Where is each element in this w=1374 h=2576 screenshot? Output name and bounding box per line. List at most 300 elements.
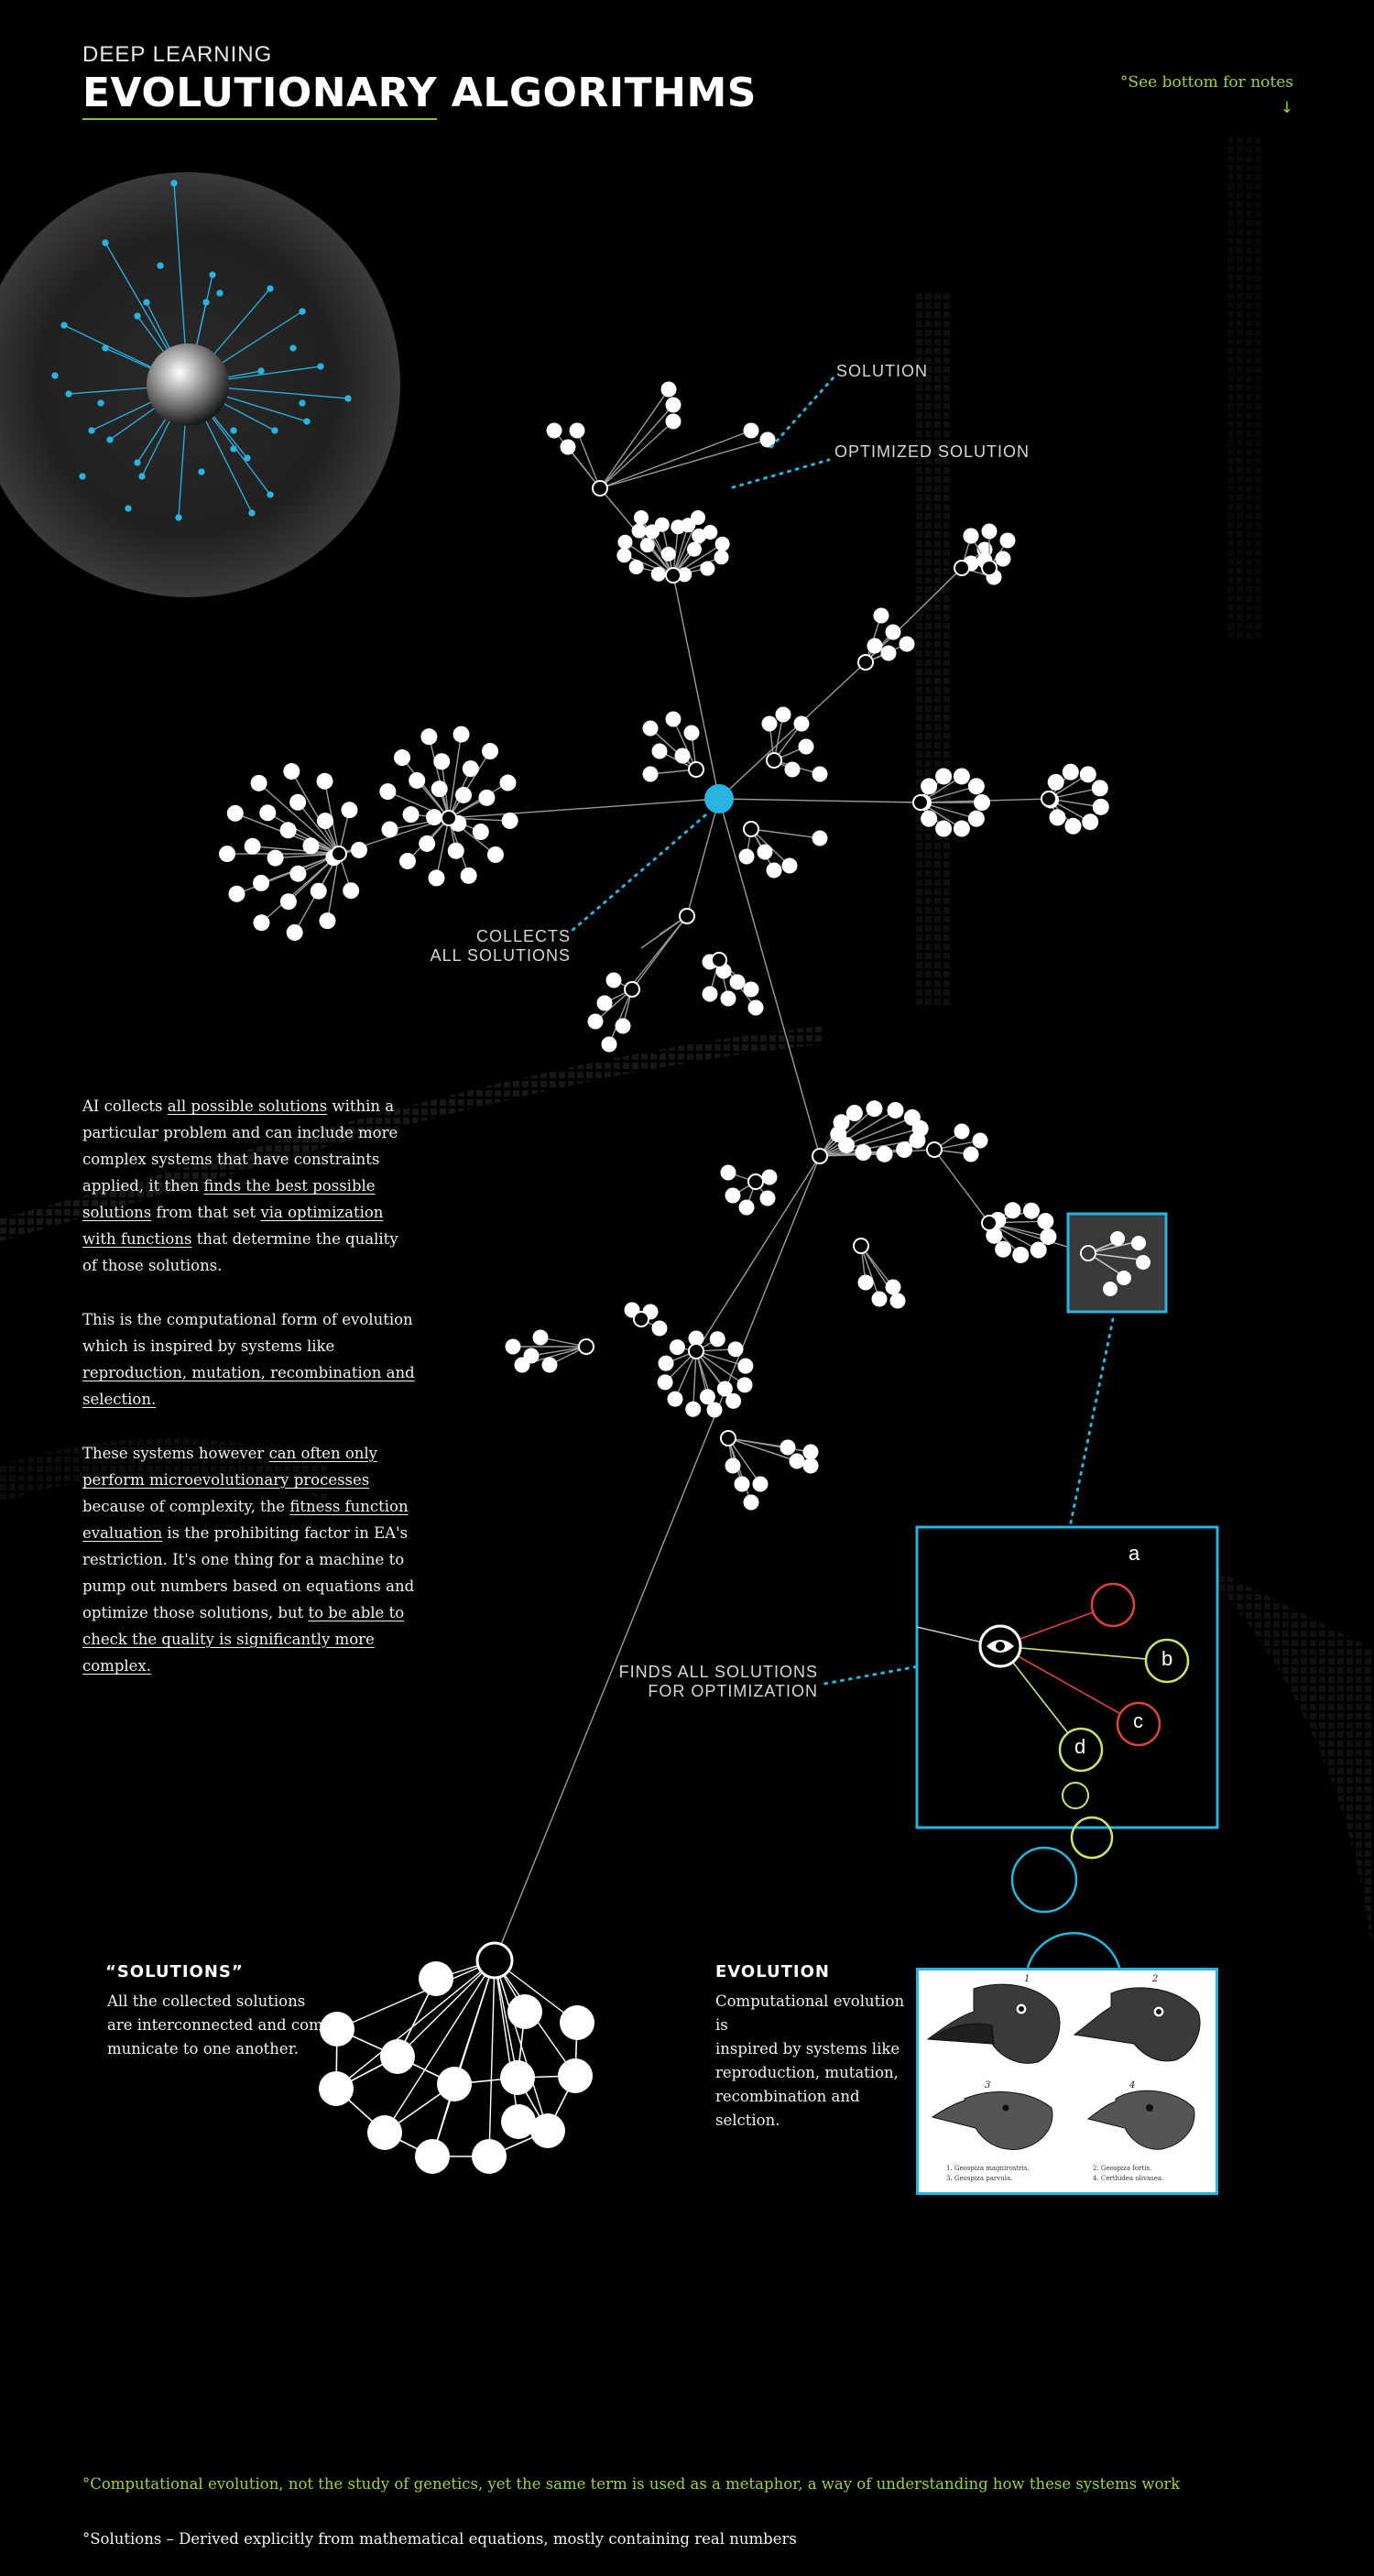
network-hub [593, 481, 607, 496]
solution-node [964, 529, 979, 544]
solution-node [431, 780, 448, 797]
finch-heads-drawing [919, 1970, 1216, 2192]
solution-node [667, 1392, 682, 1407]
solutions-edge [495, 1960, 518, 2122]
arrow-down-icon: ↓ [1280, 99, 1293, 117]
solution-node [794, 716, 810, 732]
solution-node [652, 1321, 668, 1337]
solution-node-large [500, 2060, 535, 2095]
solution-node [1049, 809, 1065, 825]
footnote-computational-evolution: °Computational evolution, not the study of genetics, yet the same term is used as a metaphor, a way of understanding how these systems work [82, 2475, 1181, 2493]
section-kicker: DEEP LEARNING [82, 42, 273, 67]
solution-node [776, 707, 791, 723]
solution-node [684, 726, 700, 741]
solutions-line-2: are interconnected and com- [107, 2016, 329, 2034]
solution-node [670, 1339, 685, 1355]
solution-node [973, 1133, 988, 1149]
option-a-circle [1092, 1584, 1134, 1626]
solution-node [760, 1191, 776, 1206]
solution-node [616, 548, 631, 562]
finch-caption-1: 1. Geospiza magnirostris. [946, 2165, 1030, 2172]
solution-node [982, 524, 998, 540]
solution-node [1000, 533, 1016, 549]
sphere-node [203, 300, 209, 305]
solution-node [785, 762, 801, 778]
sphere-node [217, 290, 223, 296]
network-edge [751, 829, 820, 838]
callout-optimized-line [733, 460, 829, 487]
solution-node [643, 721, 659, 737]
sphere-node [98, 400, 104, 406]
network-edge [577, 431, 600, 488]
body-paragraph-1 [82, 1093, 417, 1279]
solution-node-large [380, 2039, 415, 2074]
solution-node [409, 772, 425, 789]
solution-node [420, 728, 437, 745]
darwin-finches-illustration [916, 1968, 1218, 2195]
solution-node [606, 973, 622, 988]
solution-node [715, 537, 730, 551]
network-hub [767, 753, 781, 768]
solution-node [652, 744, 668, 759]
network-hub [854, 1239, 868, 1253]
sphere-node [245, 455, 250, 461]
evolution-line-2: inspired by systems like [715, 2040, 900, 2058]
solutions-edge [489, 1960, 495, 2156]
solution-node [685, 1402, 701, 1417]
network-hub [689, 1344, 703, 1359]
solutions-edge [336, 1960, 495, 2089]
solution-node [399, 853, 416, 869]
evolution-description [715, 1990, 912, 2133]
solution-node [227, 805, 244, 822]
label-solution: SOLUTION [836, 362, 929, 380]
solution-node [780, 1440, 796, 1456]
solutions-line-3: municate to one another. [107, 2040, 300, 2058]
connector-zoom-line [1070, 1319, 1113, 1527]
solution-node [253, 914, 269, 931]
solution-node [433, 753, 450, 770]
page-title-part2: ALGORITHMS [451, 70, 757, 116]
network-edge [719, 662, 866, 799]
sphere-node [300, 400, 305, 406]
solution-node [487, 846, 504, 863]
solution-node [1080, 766, 1096, 782]
network-hub [721, 1431, 736, 1446]
solution-node [666, 398, 682, 413]
solution-node [643, 767, 659, 782]
label-finds-line1: FINDS ALL SOLUTIONS [618, 1663, 818, 1681]
solution-node [426, 809, 442, 825]
network-edge [719, 799, 921, 802]
solution-node [706, 1403, 722, 1418]
solution-node [287, 924, 303, 941]
solution-node [219, 846, 235, 862]
solution-node [597, 996, 613, 1011]
sphere-node [61, 322, 67, 328]
solution-node [725, 1458, 741, 1474]
solution-node-large [560, 2005, 594, 2040]
solution-node [659, 1356, 674, 1371]
solution-node [935, 821, 952, 837]
solution-node [280, 893, 297, 910]
network-hub [666, 568, 681, 583]
solution-node [661, 382, 677, 398]
solutions-line-1: All the collected solutions [107, 1992, 306, 2010]
notes-link[interactable]: °See bottom for notes [1119, 73, 1293, 92]
solution-node [888, 1102, 904, 1119]
sphere-node [210, 272, 215, 278]
neural-sphere-illustration [0, 172, 400, 597]
solution-node [280, 822, 297, 838]
finch-number-4: 4 [1129, 2080, 1136, 2090]
body-paragraph-3 [82, 1440, 417, 1679]
solution-node [921, 778, 937, 794]
network-edge [693, 1351, 696, 1409]
solution-node [506, 1339, 521, 1355]
solution-node [858, 1275, 874, 1291]
sphere-node [267, 286, 273, 291]
option-b-label: b [1161, 1647, 1174, 1670]
solution-node [351, 842, 367, 858]
solution-node [651, 567, 666, 582]
solution-node [721, 991, 736, 1007]
solution-node [700, 562, 714, 576]
solution-node [302, 837, 319, 854]
label-collects-line2: ALL SOLUTIONS [430, 946, 571, 965]
solution-node [343, 882, 359, 899]
page-title [82, 70, 757, 116]
sphere-node [199, 469, 204, 475]
solution-node [1023, 1203, 1040, 1219]
solution-node [1037, 1213, 1053, 1229]
network-hub [442, 811, 456, 825]
solution-node [666, 712, 682, 727]
sphere-node [171, 180, 177, 186]
solution-node-large [367, 2115, 402, 2150]
solution-node [1030, 1242, 1047, 1259]
network-hub [680, 909, 694, 923]
sphere-node [103, 240, 108, 246]
solution-node-large [419, 1961, 453, 1996]
solution-node [341, 802, 357, 818]
solution-node [717, 1381, 733, 1396]
solution-node [570, 423, 585, 439]
solution-node [874, 608, 889, 624]
solution-node [737, 1359, 753, 1374]
solution-node [317, 773, 333, 790]
solution-node [803, 1445, 819, 1460]
sphere-node [125, 506, 131, 511]
solution-node [912, 1120, 929, 1137]
p1-segment: via optimization with functions [82, 1204, 384, 1248]
solution-node [692, 529, 706, 543]
solution-node [782, 858, 798, 874]
sphere-node [66, 391, 71, 397]
solution-node [691, 510, 705, 525]
p3-segment: can often only perform microevolutionary processes [82, 1445, 377, 1489]
finch-number-2: 2 [1152, 1974, 1159, 1984]
sphere-node [267, 492, 273, 497]
solution-node-large [472, 2139, 507, 2174]
evolution-heading: EVOLUTION [715, 1962, 830, 1981]
solution-node [311, 883, 327, 900]
p3-segment: fitness function evaluation [82, 1498, 409, 1542]
solution-node [533, 1330, 549, 1346]
solution-node [767, 863, 782, 879]
sphere-node [258, 368, 264, 374]
interconnected-solutions-cluster [319, 1943, 594, 2174]
solution-node [317, 813, 333, 829]
solution-node [675, 748, 691, 764]
option-d-label: d [1074, 1735, 1087, 1758]
zoom-box-small [1068, 1214, 1166, 1312]
network-hub [982, 561, 997, 575]
solution-node [758, 845, 773, 860]
finch-number-1: 1 [1024, 1974, 1030, 1984]
solution-node [954, 1124, 970, 1140]
solution-node [394, 749, 410, 766]
sphere-node [135, 313, 140, 319]
solution-node [744, 982, 759, 998]
network-edge [495, 1156, 820, 1960]
solution-node [881, 646, 897, 661]
solution-node-large [415, 2139, 450, 2174]
solution-node [1048, 774, 1064, 791]
solution-node [1064, 818, 1081, 835]
solution-node [799, 739, 814, 755]
network-edge [609, 989, 632, 1044]
solution-node [283, 763, 300, 780]
solution-node [658, 1374, 673, 1390]
solution-node [448, 843, 464, 859]
solution-node [482, 743, 498, 759]
network-hub [332, 846, 346, 861]
solution-node [744, 423, 759, 439]
solution-node [725, 1188, 741, 1204]
solution-node [886, 1280, 901, 1295]
network-hub [982, 1216, 997, 1230]
label-collects-all-solutions [385, 927, 571, 966]
solution-node [890, 1293, 906, 1309]
solution-node [710, 1331, 725, 1347]
solution-node [1063, 764, 1079, 780]
solution-node [379, 783, 396, 800]
solution-node [547, 423, 562, 439]
solution-node [463, 760, 479, 777]
solution-node [229, 886, 245, 902]
solution-node [728, 1341, 744, 1357]
solution-node [872, 1292, 888, 1307]
evolution-line-4: recombination and selction. [715, 2088, 860, 2129]
solution-node [455, 787, 472, 803]
solution-node [739, 1200, 755, 1216]
callout-solution-line [771, 377, 834, 447]
solution-node [954, 821, 970, 837]
solution-node [921, 811, 937, 827]
sphere-node [345, 396, 351, 401]
network-hub [689, 762, 703, 777]
p2-segment: reproduction, mutation, recombination and selection. [82, 1364, 415, 1408]
solution-node [735, 1477, 750, 1492]
sphere-node [318, 364, 323, 369]
solution-node [632, 523, 647, 538]
network-hub [579, 1339, 594, 1354]
label-optimized-solution: OPTIMIZED SOLUTION [834, 442, 1030, 461]
sphere-node [89, 428, 94, 433]
solution-node [736, 1377, 752, 1392]
solution-node-large [501, 2104, 536, 2139]
network-edge [600, 405, 673, 488]
sphere-node [52, 373, 58, 378]
network-hub [858, 655, 873, 670]
solution-node [499, 775, 516, 791]
footnote-solutions: °Solutions – Derived explicitly from mathematical equations, mostly containing real numbers [82, 2530, 797, 2548]
network-hub [1041, 791, 1056, 806]
label-collects-line1: COLLECTS [475, 927, 571, 945]
solution-node [259, 804, 276, 821]
network-edge [600, 431, 751, 488]
solution-node [995, 1241, 1011, 1258]
solution-node [812, 831, 828, 846]
solution-node [700, 1389, 715, 1404]
sphere-node [135, 460, 140, 465]
solution-node [267, 850, 284, 867]
option-c-label: c [1133, 1709, 1144, 1732]
sphere-node [144, 300, 149, 305]
sphere-node [107, 437, 113, 442]
network-edge [641, 916, 687, 948]
sphere-node [272, 428, 278, 433]
p3-segment: to be able to check the quality is significantly more complex. [82, 1604, 405, 1675]
network-hub [927, 1142, 942, 1157]
solution-node [877, 1146, 893, 1162]
finch-caption-2: 2. Geospiza fortis. [1093, 2165, 1152, 2172]
p1-segment: that determine the quality of those solutions. [82, 1230, 398, 1274]
solution-node [744, 1495, 759, 1511]
network-hub [744, 822, 758, 836]
solution-node [812, 767, 828, 782]
solution-node [289, 866, 306, 882]
zoom-box-optimization [917, 1527, 1217, 1828]
p3-segment: is the prohibiting factor in EA's restriction. It's one thing for a machine to pump out numbers based on equations and optimize those solutions, but [82, 1524, 415, 1621]
solution-node [645, 524, 660, 539]
solution-node [253, 875, 269, 891]
p2-segment: This is the computational form of evolution which is inspired by systems like [82, 1311, 413, 1355]
solution-node [1040, 1228, 1056, 1245]
solution-node [661, 547, 676, 562]
solution-node [671, 519, 685, 534]
solution-node [846, 1105, 863, 1121]
solution-node [634, 510, 649, 525]
solution-node [515, 1358, 530, 1373]
sphere-node [304, 419, 310, 424]
solution-node [790, 1454, 805, 1469]
network-edge [632, 916, 687, 985]
solution-node [714, 550, 729, 564]
solution-node [502, 813, 518, 829]
solution-node [289, 794, 306, 811]
evolution-bubbles [1012, 1817, 1119, 1968]
page-title-part1: EVOLUTIONARY [82, 70, 437, 120]
solution-node [616, 1019, 631, 1034]
solution-node [1093, 799, 1109, 815]
solution-node [964, 1147, 979, 1162]
sphere-node [158, 263, 163, 268]
solution-node [617, 535, 632, 550]
p1-segment: within a particular problem and can include more complex systems that have constraints applied, it then [82, 1097, 398, 1195]
solution-node [478, 790, 495, 806]
solution-node [703, 987, 718, 1002]
sphere-node [300, 309, 305, 314]
solution-node-large [319, 2071, 354, 2106]
solution-node [753, 1477, 769, 1492]
solution-node [935, 768, 952, 784]
solution-node [602, 1037, 617, 1053]
sphere-node [290, 345, 296, 351]
network-hub [634, 1312, 649, 1326]
solution-node [1092, 780, 1108, 796]
solutions-heading: “SOLUTIONS” [105, 1962, 244, 1981]
solution-node [640, 538, 655, 552]
sphere-node [249, 510, 255, 516]
evolution-line-3: reproduction, mutation, [715, 2064, 899, 2081]
solution-node-large [507, 1994, 542, 2029]
solution-node [561, 440, 576, 455]
solution-node [748, 1000, 764, 1016]
solution-node [687, 542, 702, 557]
label-finds-line2: FOR OPTIMIZATION [648, 1682, 818, 1700]
solution-node [954, 768, 970, 784]
network-hub [748, 1174, 763, 1189]
network-edge [600, 440, 768, 488]
solution-node [896, 1141, 912, 1158]
solution-node [319, 912, 335, 929]
solution-node [666, 414, 682, 430]
solution-node [382, 821, 398, 837]
solution-node [629, 560, 644, 574]
solution-node [739, 849, 755, 865]
p3-segment: because of complexity, the [82, 1498, 290, 1515]
p1-segment: AI collects [82, 1097, 168, 1115]
finch-caption-4: 4. Certhidea olivasea. [1093, 2175, 1164, 2182]
solution-node [428, 869, 444, 886]
solution-node [1082, 813, 1098, 830]
label-finds-all-solutions [550, 1663, 818, 1701]
solution-node [762, 716, 778, 732]
solution-node [473, 824, 489, 840]
solution-node [1004, 1202, 1020, 1218]
sphere-node [176, 515, 181, 520]
solution-node [968, 811, 985, 827]
solution-node [403, 806, 420, 823]
solution-node [974, 794, 990, 811]
network-hub [625, 982, 639, 997]
network-hub [954, 561, 969, 575]
p1-segment: finds the best possible solutions [82, 1177, 376, 1221]
solution-node-large [437, 2067, 472, 2101]
network-edge [934, 1150, 989, 1223]
p1-segment: all possible solutions [167, 1097, 328, 1115]
finch-number-3: 3 [985, 2080, 991, 2090]
network-hub [712, 953, 726, 967]
network-edge [436, 818, 449, 878]
solution-node [588, 1014, 604, 1030]
solution-node [721, 1165, 736, 1181]
solutions-root-node [477, 1943, 512, 1978]
solution-node [886, 625, 901, 640]
solution-node [900, 637, 915, 652]
